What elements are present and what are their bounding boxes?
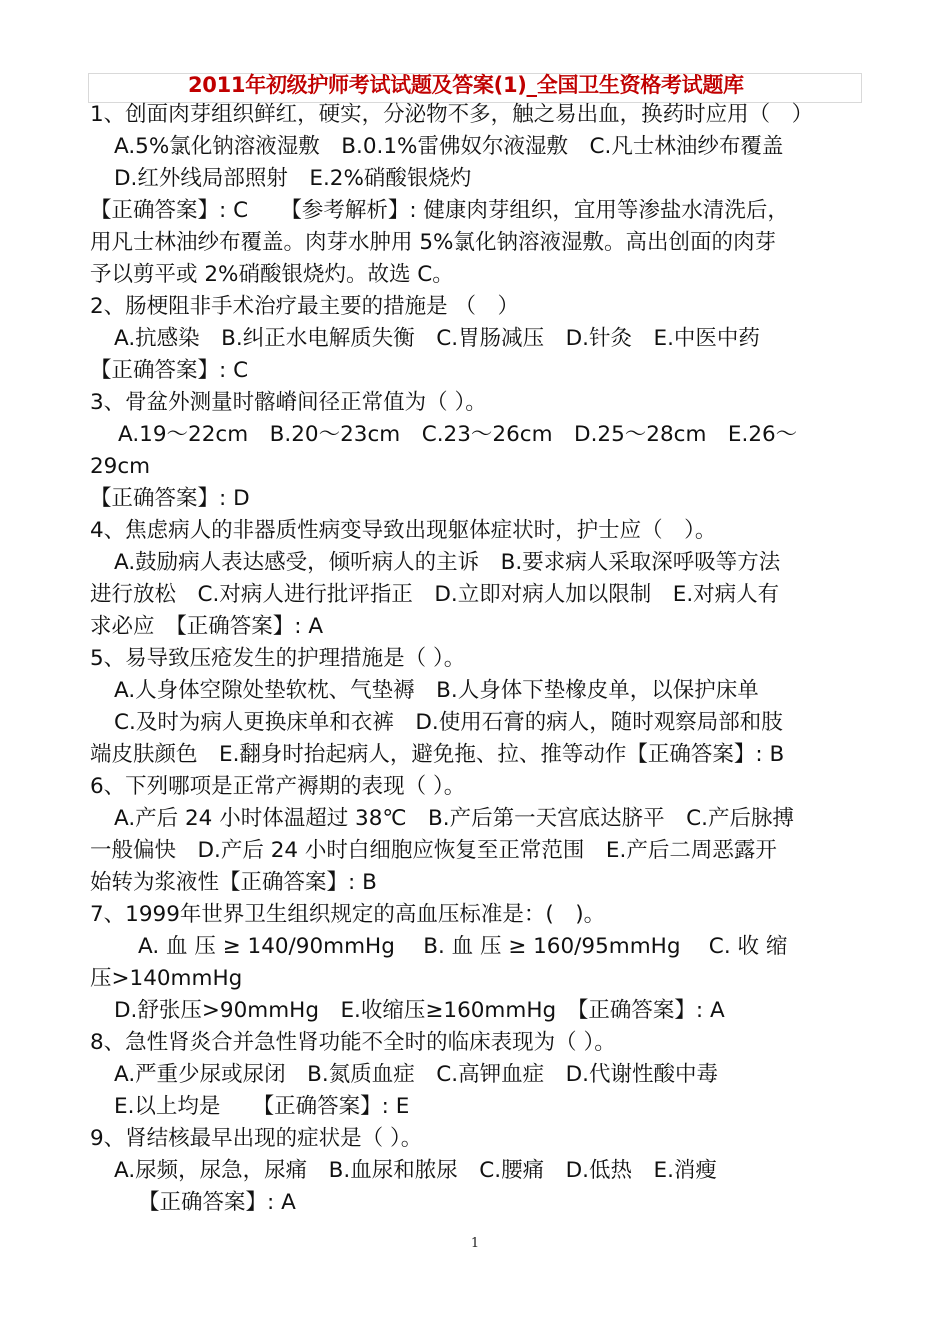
question-4-options-cont: 进行放松 C.对病人进行批评指正 D.立即对病人加以限制 E.对病人有 [90,582,780,607]
question-3-options: A.19～22cm B.20～23cm C.23～26cm D.25～28cm E.26～ [118,422,798,447]
question-4-stem: 4、焦虑病人的非器质性病变导致出现躯体症状时，护士应（ ）。 [90,518,717,543]
question-4-options: A.鼓励病人表达感受，倾听病人的主诉 B.要求病人采取深呼吸等方法 [114,550,781,575]
question-2-answer: 【正确答案】: C [90,358,249,383]
document-body [90,99,865,1219]
question-7-stem: 7、1999年世界卫生组织规定的高血压标准是：( )。 [90,902,606,927]
question-1-stem: 1、创面肉芽组织鲜红，硬实，分泌物不多，触之易出血，换药时应用（ ） [90,102,814,127]
question-1-options: A.5%氯化钠溶液湿敷 B.0.1%雷佛奴尔液湿敷 C.凡士林油纱布覆盖 [114,134,784,159]
question-6-options-cont: 一般偏快 D.产后 24 小时白细胞应恢复至正常范围 E.产后二周恶露开 [90,838,777,863]
question-9-options: A.尿频，尿急，尿痛 B.血尿和脓尿 C.腰痛 D.低热 E.消瘦 [114,1158,717,1183]
question-9-stem: 9、肾结核最早出现的症状是（ ）。 [90,1126,423,1151]
question-8-stem: 8、急性肾炎合并急性肾功能不全时的临床表现为（ ）。 [90,1030,616,1055]
page-number: 1 [470,1236,480,1251]
question-1-explanation: 用凡士林油纱布覆盖。肉芽水肿用 5%氯化钠溶液湿敷。高出创面的肉芽 [90,230,776,255]
question-3-answer: 【正确答案】: D [90,486,250,511]
question-5-options-cont: C.及时为病人更换床单和衣裤 D.使用石膏的病人，随时观察局部和肢 [114,710,783,735]
question-5-options: A.人身体空隙处垫软枕、气垫褥 B.人身体下垫橡皮单，以保护床单 [114,678,759,703]
question-3-options-cont: 29cm [90,454,151,479]
document-title: 2011年初级护师考试试题及答案(1)_全国卫生资格考试题库 [188,73,744,97]
question-7-options: A. 血 压 ≥ 140/90mmHg B. 血 压 ≥ 160/95mmHg C. 收 缩 [138,934,788,959]
question-5-answer: 端皮肤颜色 E.翻身时抬起病人，避免拖、拉、推等动作【正确答案】: B [90,742,785,767]
question-4-answer: 求必应 【正确答案】: A [90,614,324,639]
question-1-answer: 【正确答案】: C 【参考解析】: 健康肉芽组织，宜用等渗盐水清洗后， [90,198,789,223]
question-1-explanation-cont: 予以剪平或 2%硝酸银烧灼。故选 C。 [90,262,454,287]
question-6-options: A.产后 24 小时体温超过 38℃ B.产后第一天宫底达脐平 C.产后脉搏 [114,806,794,831]
question-7-answer: D.舒张压>90mmHg E.收缩压≥160mmHg 【正确答案】: A [114,998,725,1023]
question-1-options-cont: D.红外线局部照射 E.2%硝酸银烧灼 [114,166,472,191]
question-2-options: A.抗感染 B.纠正水电解质失衡 C.胃肠减压 D.针灸 E.中医中药 [114,326,760,351]
question-2-stem: 2、肠梗阻非手术治疗最主要的措施是 （ ） [90,294,520,319]
question-3-stem: 3、骨盆外测量时髂嵴间径正常值为（ ）。 [90,390,487,415]
question-7-options-cont: 压>140mmHg [90,966,243,991]
question-6-stem: 6、下列哪项是正常产褥期的表现（ ）。 [90,774,466,799]
question-5-stem: 5、易导致压疮发生的护理措施是（ ）。 [90,646,466,671]
question-8-answer: E.以上均是 【正确答案】: E [114,1094,410,1119]
question-8-options: A.严重少尿或尿闭 B.氮质血症 C.高钾血症 D.代谢性酸中毒 [114,1062,718,1087]
question-6-answer: 始转为浆液性【正确答案】: B [90,870,377,895]
question-9-answer: 【正确答案】: A [138,1190,296,1215]
